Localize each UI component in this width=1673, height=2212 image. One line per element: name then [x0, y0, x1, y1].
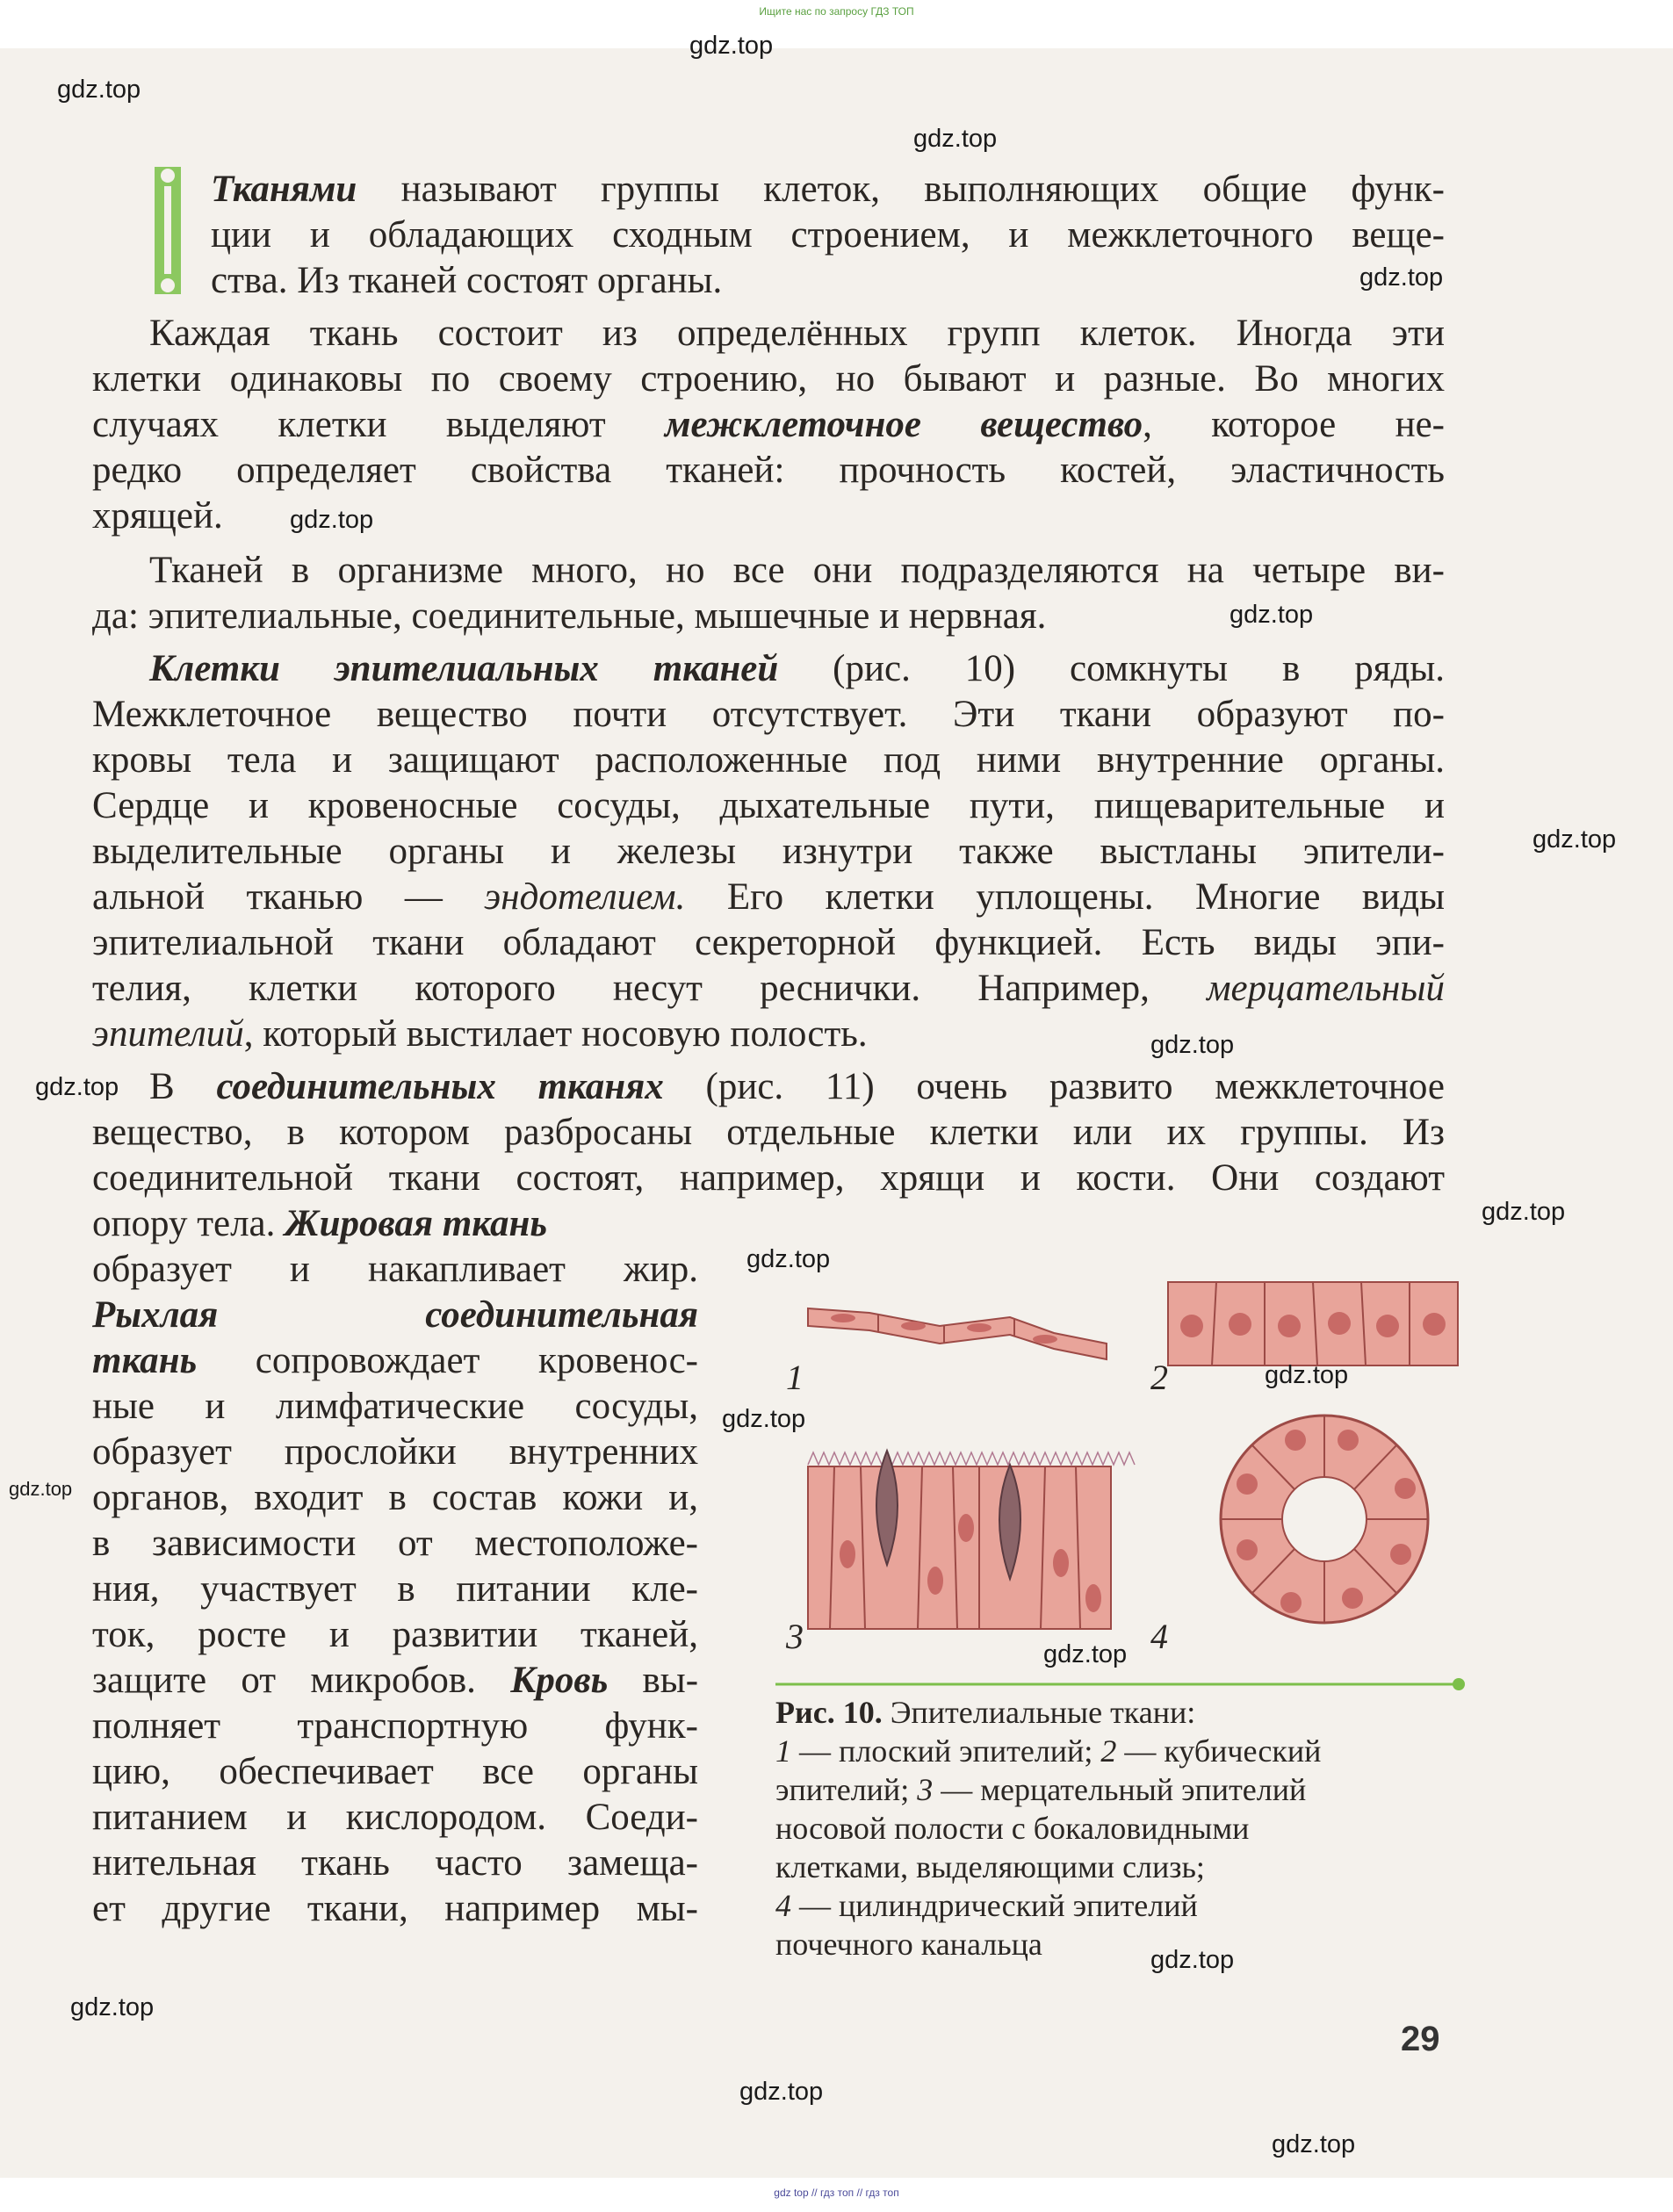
definition-line-3: ства. Из тканей состоят органы. — [211, 260, 723, 301]
definition-marker-icon — [149, 167, 184, 294]
watermark: gdz.top — [913, 125, 998, 153]
definition-line-1: Тканями называют группы клеток, выполняющих общие функ- — [211, 169, 1445, 210]
watermark: gdz.top — [1150, 1946, 1235, 1974]
para3-line-7: эпителиальной ткани обладают секреторной функцией. Есть виды эпи- — [92, 922, 1445, 963]
watermark: gdz.top — [35, 1073, 119, 1101]
figure-label-2: 2 — [1150, 1358, 1168, 1397]
term-soedinitelnye: соединительных тканях — [216, 1066, 664, 1107]
figure-label-3: 3 — [786, 1617, 804, 1656]
para3-line-1: Клетки эпителиальных тканей (рис. 10) сомкнуты в ряды. — [149, 648, 1445, 689]
caption-separator — [775, 1677, 1469, 1691]
watermark: gdz.top — [57, 76, 141, 104]
watermark: gdz.top — [722, 1405, 806, 1433]
para3-line-9: эпителий, который выстилает носовую полость. — [92, 1013, 868, 1055]
para4-line-13: ток, росте и развитии тканей, — [92, 1614, 698, 1655]
term-tkanyami: Тканями — [211, 169, 357, 210]
para4-line-12: ния, участвует в питании кле- — [92, 1568, 698, 1610]
para3-line-2: Межклеточное вещество почти отсутствует. Эти ткани образуют по- — [92, 694, 1445, 735]
watermark: gdz.top — [70, 1993, 155, 2021]
watermark: gdz.top — [1043, 1640, 1128, 1668]
term-krov: Кровь — [510, 1660, 609, 1701]
term-endotelium: эндотелием. — [484, 876, 686, 918]
para3-line-4: Сердце и кровеносные сосуды, дыхательные пути, пищеварительные и — [92, 785, 1445, 826]
para2-line-1: Тканей в организме много, но все они подразделяются на четыре ви- — [149, 550, 1445, 591]
watermark: gdz.top — [1272, 2130, 1356, 2158]
term-zhirovaya: Жировая ткань — [285, 1203, 548, 1244]
para3-line-8: телия, клетки которого несут реснички. Например, мерцательный — [92, 968, 1445, 1009]
para4-line-19: ет другие ткани, например мы- — [92, 1888, 698, 1929]
para1-line-2: клетки одинаковы по своему строению, но бывают и разные. Во многих — [92, 358, 1445, 400]
para3-line-6: альной тканью — эндотелием. Его клетки уплощены. Многие виды — [92, 876, 1446, 918]
figure-caption-line-3: эпителий; 3 — мерцательный эпителий — [775, 1772, 1307, 1807]
para3-line-3: кровы тела и защищают расположенные под ними внутренние органы. — [92, 739, 1445, 781]
para4-line-9: образует прослойки внутренних — [92, 1431, 698, 1473]
para3-line-5: выделительные органы и железы изнутри также выстланы эпители- — [92, 831, 1445, 872]
term-rykhlaya: Рыхлая соединительная — [92, 1294, 698, 1336]
top-search-note: Ищите нас по запросу ГДЗ ТОП — [759, 5, 914, 18]
para4-line-18: нительная ткань часто замеща- — [92, 1842, 698, 1884]
figure-label-1: 1 — [786, 1358, 804, 1397]
bottom-note: gdz top // гдз топ // гдз топ — [774, 2187, 899, 2199]
watermark: gdz.top — [290, 506, 374, 534]
watermark: gdz.top — [1532, 825, 1617, 854]
watermark: gdz.top — [746, 1245, 831, 1273]
watermark: gdz.top — [1359, 263, 1444, 292]
figure-epithelial-tissues — [790, 1265, 1467, 1651]
para4-line-16: цию, обеспечивает все органы — [92, 1751, 698, 1792]
para4-line-10: органов, входит в состав кожи и, — [92, 1477, 698, 1518]
para1-line-3: случаях клетки выделяют межклеточное вещество, которое не- — [92, 404, 1445, 445]
flat-epithelium-illustration — [808, 1308, 1107, 1359]
watermark: gdz.top — [739, 2078, 824, 2106]
para4-line-17: питанием и кислородом. Соеди- — [92, 1797, 698, 1838]
figure-caption-line-7: почечного канальца — [775, 1927, 1042, 1962]
term-epithelial: Клетки эпителиальных тканей — [149, 648, 779, 689]
para4-line-5: образует и накапливает жир. — [92, 1249, 698, 1290]
page-number: 29 — [1401, 2020, 1440, 2058]
watermark: gdz.top — [1265, 1361, 1349, 1389]
figure-caption-line-6: 4 — цилиндрический эпителий — [775, 1888, 1198, 1923]
figure-caption-line-5: клетками, выделяющими слизь; — [775, 1849, 1205, 1884]
para4-line-1: В соединительных тканях (рис. 11) очень развито межклеточное — [149, 1066, 1446, 1107]
watermark: gdz.top — [9, 1478, 73, 1500]
definition-line-2: ции и обладающих сходным строением, и межклеточного веще- — [211, 214, 1445, 256]
para4-line-4: опору тела. Жировая ткань — [92, 1203, 548, 1244]
figure-label-4: 4 — [1150, 1617, 1168, 1656]
para1-line-4: редко определяет свойства тканей: прочность костей, эластичность — [92, 450, 1445, 491]
para4-line-7: ткань сопровождает кровенос- — [92, 1340, 698, 1381]
cuboidal-epithelium-illustration — [1168, 1282, 1458, 1365]
figure-caption-line-2: 1 — плоский эпителий; 2 — кубический — [775, 1733, 1322, 1769]
figure-caption-line-1: Рис. 10. Эпителиальные ткани: — [775, 1695, 1196, 1730]
para4-line-2: вещество, в котором разбросаны отдельные клетки или их группы. Из — [92, 1112, 1445, 1153]
ciliated-epithelium-illustration — [808, 1451, 1135, 1629]
para4-line-14: защите от микробов. Кровь вы- — [92, 1660, 699, 1701]
watermark: gdz.top — [1150, 1031, 1235, 1059]
watermark: gdz.top — [689, 32, 774, 60]
term-mertsatelny: мерцательный — [1207, 968, 1445, 1009]
term-mezhkletochnoe: межклеточное вещество — [665, 404, 1143, 445]
figure-caption-number: Рис. 10. — [775, 1695, 883, 1730]
watermark: gdz.top — [1230, 601, 1314, 629]
kidney-tubule-epithelium-illustration — [1221, 1416, 1428, 1623]
para4-line-6 — [92, 1293, 698, 1338]
para4-line-15: полняет транспортную функ- — [92, 1705, 698, 1747]
watermark: gdz.top — [1482, 1198, 1566, 1226]
para4-line-11: в зависимости от местоположе- — [92, 1523, 698, 1564]
para4-line-3: соединительной ткани состоят, например, хрящи и кости. Они создают — [92, 1157, 1445, 1199]
para4-line-8: ные и лимфатические сосуды, — [92, 1386, 698, 1427]
para2-line-2: да: эпителиальные, соединительные, мышечные и нервная. — [92, 595, 1047, 637]
figure-caption-line-4: носовой полости с бокаловидными — [775, 1811, 1250, 1846]
para1-line-5: хрящей. — [92, 495, 223, 537]
para1-line-1: Каждая ткань состоит из определённых групп клеток. Иногда эти — [149, 313, 1445, 354]
